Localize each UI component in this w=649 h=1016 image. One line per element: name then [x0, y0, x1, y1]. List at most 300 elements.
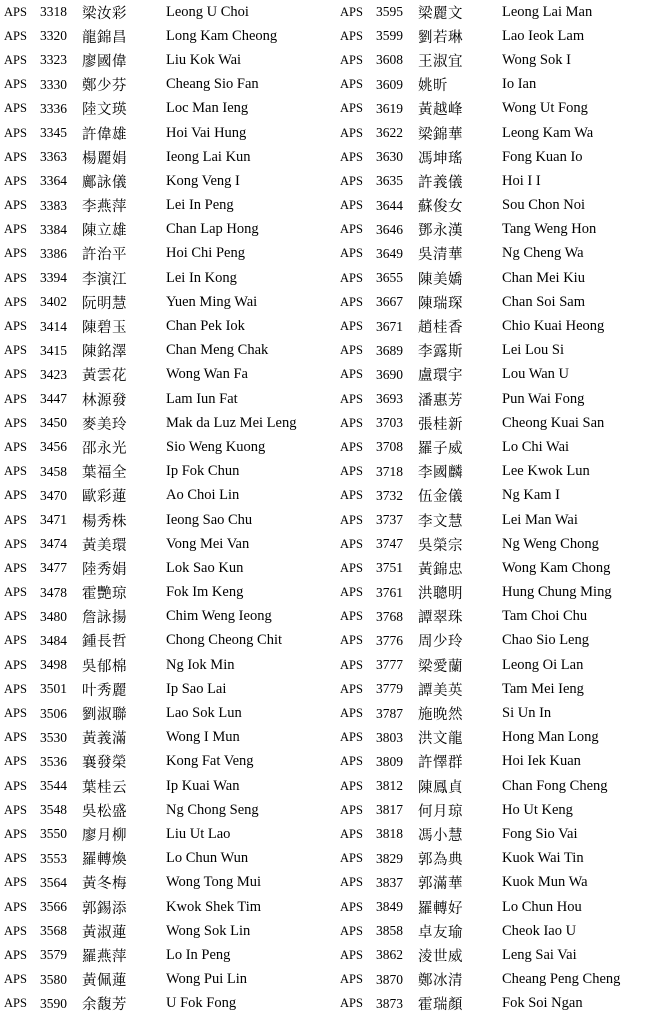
- right-number: 3644: [376, 197, 403, 213]
- right-chinese-name: 羅子威: [418, 440, 463, 457]
- right-number: 3779: [376, 681, 403, 697]
- left-prefix: APS: [4, 730, 27, 745]
- column-gap: [328, 726, 336, 750]
- left-number: 3553: [40, 850, 67, 866]
- left-number: 3386: [40, 245, 67, 261]
- table-row: [0, 605, 649, 629]
- column-gap: [328, 581, 336, 605]
- column-gap: [328, 750, 336, 774]
- left-chinese-name: 叶秀麗: [82, 682, 127, 699]
- right-number: 3635: [376, 173, 403, 189]
- left-english-name: Kong Fat Veng: [166, 753, 254, 770]
- right-prefix: APS: [340, 899, 363, 914]
- right-english-name: Pun Wai Fong: [502, 390, 585, 407]
- right-number: 3737: [376, 512, 403, 528]
- right-number: 3809: [376, 753, 403, 769]
- right-number: 3693: [376, 391, 403, 407]
- right-prefix: APS: [340, 778, 363, 793]
- left-chinese-name: 鄭少芬: [82, 78, 127, 95]
- right-chinese-name: 陳鳳貞: [418, 779, 463, 796]
- right-number: 3768: [376, 608, 403, 624]
- right-english-name: Sou Chon Noi: [502, 197, 585, 214]
- table-row: [0, 97, 649, 121]
- right-number: 3649: [376, 245, 403, 261]
- right-english-name: Ng Kam I: [502, 487, 560, 504]
- column-gap: [328, 847, 336, 871]
- column-gap: [328, 968, 336, 992]
- right-number: 3747: [376, 536, 403, 552]
- left-number: 3580: [40, 971, 67, 987]
- left-chinese-name: 黃雲花: [82, 368, 127, 385]
- left-english-name: Ng Chong Seng: [166, 801, 259, 818]
- right-english-name: Hong Man Long: [502, 729, 599, 746]
- left-number: 3363: [40, 149, 67, 165]
- right-chinese-name: 梁麗文: [418, 5, 463, 22]
- right-english-name: Kuok Mun Wa: [502, 874, 588, 891]
- left-english-name: Chan Meng Chak: [166, 342, 269, 359]
- left-number: 3480: [40, 608, 67, 624]
- right-english-name: Lao Ieok Lam: [502, 27, 585, 44]
- right-chinese-name: 卓友瑜: [418, 924, 463, 941]
- right-number: 3608: [376, 52, 403, 68]
- column-gap: [328, 218, 336, 242]
- column-gap: [328, 194, 336, 218]
- right-chinese-name: 譚美英: [418, 682, 463, 699]
- left-prefix: APS: [4, 536, 27, 551]
- left-number: 3318: [40, 4, 67, 20]
- left-chinese-name: 詹詠揚: [82, 610, 127, 627]
- right-chinese-name: 伍金儀: [418, 489, 463, 506]
- right-english-name: Leong Oi Lan: [502, 656, 584, 673]
- left-english-name: Ieong Lai Kun: [166, 148, 251, 165]
- right-english-name: Lei Lou Si: [502, 342, 565, 359]
- left-prefix: APS: [4, 391, 27, 406]
- left-prefix: APS: [4, 488, 27, 503]
- left-number: 3456: [40, 439, 67, 455]
- right-chinese-name: 何月琼: [418, 803, 463, 820]
- right-chinese-name: 王淑宜: [418, 53, 463, 70]
- table-row: [0, 24, 649, 48]
- right-chinese-name: 馮坤瑤: [418, 150, 463, 167]
- table-row: [0, 992, 649, 1016]
- column-gap: [328, 943, 336, 967]
- right-chinese-name: 陳美嬌: [418, 271, 463, 288]
- left-number: 3478: [40, 584, 67, 600]
- left-number: 3536: [40, 753, 67, 769]
- left-chinese-name: 吳郁棉: [82, 658, 127, 675]
- left-number: 3383: [40, 197, 67, 213]
- right-english-name: Leong Lai Man: [502, 3, 593, 20]
- left-english-name: Ip Sao Lai: [166, 680, 227, 697]
- left-chinese-name: 李燕萍: [82, 199, 127, 216]
- right-prefix: APS: [340, 851, 363, 866]
- left-english-name: Yuen Ming Wai: [166, 293, 258, 310]
- left-number: 3530: [40, 729, 67, 745]
- left-english-name: U Fok Fong: [166, 995, 237, 1012]
- right-english-name: Tam Mei Ieng: [502, 680, 584, 697]
- left-chinese-name: 麥美玲: [82, 416, 127, 433]
- column-gap: [328, 822, 336, 846]
- right-number: 3751: [376, 560, 403, 576]
- left-english-name: Hoi Chi Peng: [166, 245, 245, 262]
- left-number: 3544: [40, 778, 67, 794]
- left-prefix: APS: [4, 4, 27, 19]
- column-gap: [328, 460, 336, 484]
- right-chinese-name: 張桂新: [418, 416, 463, 433]
- left-english-name: Fok Im Keng: [166, 584, 244, 601]
- right-prefix: APS: [340, 343, 363, 358]
- right-number: 3849: [376, 899, 403, 915]
- left-chinese-name: 黃美環: [82, 537, 127, 554]
- table-row: [0, 943, 649, 967]
- right-english-name: Leng Sai Vai: [502, 946, 577, 963]
- table-row: [0, 363, 649, 387]
- right-number: 3646: [376, 221, 403, 237]
- left-chinese-name: 廖國偉: [82, 53, 127, 70]
- left-english-name: Long Kam Cheong: [166, 27, 278, 44]
- left-english-name: Wong I Mun: [166, 729, 240, 746]
- left-number: 3568: [40, 923, 67, 939]
- right-prefix: APS: [340, 875, 363, 890]
- right-chinese-name: 李國麟: [418, 465, 463, 482]
- table-row: [0, 194, 649, 218]
- right-english-name: Fok Soi Ngan: [502, 995, 583, 1012]
- left-prefix: APS: [4, 439, 27, 454]
- right-prefix: APS: [340, 560, 363, 575]
- left-number: 3564: [40, 874, 67, 890]
- left-number: 3423: [40, 366, 67, 382]
- left-number: 3477: [40, 560, 67, 576]
- left-prefix: APS: [4, 77, 27, 92]
- right-prefix: APS: [340, 585, 363, 600]
- left-chinese-name: 林源發: [82, 392, 127, 409]
- right-prefix: APS: [340, 367, 363, 382]
- left-number: 3590: [40, 995, 67, 1011]
- left-number: 3550: [40, 826, 67, 842]
- left-chinese-name: 羅轉煥: [82, 852, 127, 869]
- right-english-name: Ng Weng Chong: [502, 535, 599, 552]
- table-row: [0, 629, 649, 653]
- table-row: [0, 266, 649, 290]
- right-chinese-name: 潘惠芳: [418, 392, 463, 409]
- left-number: 3566: [40, 899, 67, 915]
- table-row: [0, 726, 649, 750]
- right-english-name: Lou Wan U: [502, 366, 570, 383]
- left-chinese-name: 阮明慧: [82, 295, 127, 312]
- left-prefix: APS: [4, 754, 27, 769]
- left-chinese-name: 歐彩蓮: [82, 489, 127, 506]
- left-prefix: APS: [4, 270, 27, 285]
- column-gap: [328, 266, 336, 290]
- right-number: 3708: [376, 439, 403, 455]
- left-prefix: APS: [4, 246, 27, 261]
- left-english-name: Lao Sok Lun: [166, 705, 242, 722]
- left-prefix: APS: [4, 996, 27, 1011]
- column-gap: [328, 363, 336, 387]
- right-english-name: Kuok Wai Tin: [502, 850, 584, 867]
- right-english-name: Chao Sio Leng: [502, 632, 589, 649]
- table-row: [0, 121, 649, 145]
- left-english-name: Cheang Sio Fan: [166, 76, 259, 93]
- column-gap: [328, 508, 336, 532]
- right-number: 3776: [376, 632, 403, 648]
- column-gap: [328, 605, 336, 629]
- table-row: [0, 48, 649, 72]
- left-prefix: APS: [4, 657, 27, 672]
- right-chinese-name: 施晚然: [418, 707, 463, 724]
- right-number: 3870: [376, 971, 403, 987]
- left-chinese-name: 吳松盛: [82, 803, 127, 820]
- right-chinese-name: 李露斯: [418, 344, 463, 361]
- left-chinese-name: 廖月柳: [82, 827, 127, 844]
- right-prefix: APS: [340, 319, 363, 334]
- right-prefix: APS: [340, 609, 363, 624]
- right-english-name: Hoi I I: [502, 172, 541, 189]
- right-number: 3655: [376, 270, 403, 286]
- right-chinese-name: 周少玲: [418, 634, 463, 651]
- right-number: 3761: [376, 584, 403, 600]
- column-gap: [328, 774, 336, 798]
- column-gap: [328, 73, 336, 97]
- left-english-name: Ng Iok Min: [166, 656, 235, 673]
- right-chinese-name: 郭為典: [418, 852, 463, 869]
- right-prefix: APS: [340, 101, 363, 116]
- table-row: [0, 919, 649, 943]
- left-number: 3458: [40, 463, 67, 479]
- right-prefix: APS: [340, 222, 363, 237]
- right-english-name: Wong Sok I: [502, 51, 571, 68]
- left-chinese-name: 陳碧玉: [82, 320, 127, 337]
- table-row: [0, 750, 649, 774]
- left-chinese-name: 鄺詠儀: [82, 174, 127, 191]
- left-english-name: Ao Choi Lin: [166, 487, 240, 504]
- right-chinese-name: 陳瑞琛: [418, 295, 463, 312]
- right-prefix: APS: [340, 464, 363, 479]
- table-row: [0, 314, 649, 338]
- left-chinese-name: 劉淑聯: [82, 707, 127, 724]
- left-prefix: APS: [4, 609, 27, 624]
- left-english-name: Lei In Peng: [166, 197, 234, 214]
- left-chinese-name: 黃淑蓮: [82, 924, 127, 941]
- left-number: 3548: [40, 802, 67, 818]
- left-chinese-name: 楊秀株: [82, 513, 127, 530]
- left-english-name: Chan Lap Hong: [166, 221, 259, 238]
- left-prefix: APS: [4, 706, 27, 721]
- left-chinese-name: 黃義滿: [82, 731, 127, 748]
- left-prefix: APS: [4, 125, 27, 140]
- table-row: [0, 218, 649, 242]
- right-number: 3667: [376, 294, 403, 310]
- left-number: 3330: [40, 76, 67, 92]
- column-gap: [328, 169, 336, 193]
- left-prefix: APS: [4, 778, 27, 793]
- right-chinese-name: 黃錦忠: [418, 561, 463, 578]
- right-english-name: Io Ian: [502, 76, 537, 93]
- right-chinese-name: 吳清華: [418, 247, 463, 264]
- right-number: 3862: [376, 947, 403, 963]
- left-prefix: APS: [4, 512, 27, 527]
- left-prefix: APS: [4, 149, 27, 164]
- column-gap: [328, 290, 336, 314]
- column-gap: [328, 145, 336, 169]
- right-english-name: Ng Cheng Wa: [502, 245, 584, 262]
- left-number: 3320: [40, 28, 67, 44]
- right-english-name: Lo Chun Hou: [502, 898, 582, 915]
- left-prefix: APS: [4, 415, 27, 430]
- right-chinese-name: 李文慧: [418, 513, 463, 530]
- right-english-name: Chan Fong Cheng: [502, 777, 608, 794]
- left-prefix: APS: [4, 802, 27, 817]
- table-row: [0, 387, 649, 411]
- left-number: 3345: [40, 125, 67, 141]
- right-english-name: Si Un In: [502, 705, 552, 722]
- table-row: [0, 581, 649, 605]
- right-prefix: APS: [340, 4, 363, 19]
- left-prefix: APS: [4, 101, 27, 116]
- right-number: 3690: [376, 366, 403, 382]
- left-prefix: APS: [4, 681, 27, 696]
- right-english-name: Chio Kuai Heong: [502, 318, 605, 335]
- table-row: [0, 895, 649, 919]
- left-english-name: Chim Weng Ieong: [166, 608, 272, 625]
- left-english-name: Ip Kuai Wan: [166, 777, 240, 794]
- left-number: 3498: [40, 657, 67, 673]
- right-number: 3829: [376, 850, 403, 866]
- right-chinese-name: 姚昕: [418, 78, 448, 95]
- left-english-name: Sio Weng Kuong: [166, 438, 266, 455]
- left-number: 3384: [40, 221, 67, 237]
- left-chinese-name: 襄發榮: [82, 755, 127, 772]
- left-number: 3471: [40, 512, 67, 528]
- right-prefix: APS: [340, 125, 363, 140]
- right-number: 3812: [376, 778, 403, 794]
- right-chinese-name: 鄧永漢: [418, 223, 463, 240]
- right-number: 3595: [376, 4, 403, 20]
- right-chinese-name: 蘇俊女: [418, 199, 463, 216]
- right-chinese-name: 盧環宇: [418, 368, 463, 385]
- table-row: [0, 339, 649, 363]
- column-gap: [328, 798, 336, 822]
- left-number: 3506: [40, 705, 67, 721]
- right-english-name: Ho Ut Keng: [502, 801, 573, 818]
- left-prefix: APS: [4, 560, 27, 575]
- right-number: 3671: [376, 318, 403, 334]
- left-english-name: Loc Man Ieng: [166, 100, 249, 117]
- right-english-name: Fong Kuan Io: [502, 148, 583, 165]
- left-english-name: Lei In Kong: [166, 269, 237, 286]
- table-row: [0, 653, 649, 677]
- column-gap: [328, 871, 336, 895]
- left-chinese-name: 黃冬梅: [82, 876, 127, 893]
- table-row: [0, 822, 649, 846]
- left-prefix: APS: [4, 972, 27, 987]
- right-chinese-name: 劉若琳: [418, 29, 463, 46]
- left-prefix: APS: [4, 923, 27, 938]
- right-prefix: APS: [340, 754, 363, 769]
- right-number: 3630: [376, 149, 403, 165]
- left-english-name: Lok Sao Kun: [166, 559, 244, 576]
- column-gap: [328, 0, 336, 24]
- table-row: [0, 677, 649, 701]
- left-english-name: Ip Fok Chun: [166, 463, 240, 480]
- left-prefix: APS: [4, 173, 27, 188]
- table-row: [0, 73, 649, 97]
- left-number: 3579: [40, 947, 67, 963]
- left-prefix: APS: [4, 464, 27, 479]
- left-english-name: Vong Mei Van: [166, 535, 250, 552]
- left-prefix: APS: [4, 367, 27, 382]
- left-chinese-name: 李演江: [82, 271, 127, 288]
- left-english-name: Lo Chun Wun: [166, 850, 249, 867]
- right-prefix: APS: [340, 173, 363, 188]
- right-prefix: APS: [340, 439, 363, 454]
- left-chinese-name: 陸秀娟: [82, 561, 127, 578]
- column-gap: [328, 992, 336, 1016]
- right-english-name: Wong Kam Chong: [502, 559, 611, 576]
- right-english-name: Lo Chi Wai: [502, 438, 570, 455]
- column-gap: [328, 242, 336, 266]
- table-row: [0, 847, 649, 871]
- right-prefix: APS: [340, 826, 363, 841]
- right-prefix: APS: [340, 270, 363, 285]
- left-chinese-name: 葉桂云: [82, 779, 127, 796]
- left-prefix: APS: [4, 875, 27, 890]
- left-english-name: Lam Iun Fat: [166, 390, 238, 407]
- right-prefix: APS: [340, 149, 363, 164]
- right-english-name: Cheang Peng Cheng: [502, 971, 621, 988]
- right-english-name: Cheong Kuai San: [502, 414, 605, 431]
- left-english-name: Kong Veng I: [166, 172, 240, 189]
- table-row: [0, 968, 649, 992]
- table-row: [0, 0, 649, 24]
- left-chinese-name: 龍錦昌: [82, 29, 127, 46]
- right-number: 3837: [376, 874, 403, 890]
- left-chinese-name: 許偉雄: [82, 126, 127, 143]
- left-prefix: APS: [4, 52, 27, 67]
- right-number: 3787: [376, 705, 403, 721]
- right-prefix: APS: [340, 294, 363, 309]
- table-row: [0, 145, 649, 169]
- left-prefix: APS: [4, 222, 27, 237]
- right-chinese-name: 趙桂香: [418, 320, 463, 337]
- table-row: [0, 242, 649, 266]
- right-prefix: APS: [340, 198, 363, 213]
- column-gap: [328, 629, 336, 653]
- table-row: [0, 435, 649, 459]
- left-number: 3484: [40, 632, 67, 648]
- right-prefix: APS: [340, 923, 363, 938]
- right-prefix: APS: [340, 28, 363, 43]
- left-number: 3394: [40, 270, 67, 286]
- left-chinese-name: 羅燕萍: [82, 948, 127, 965]
- right-prefix: APS: [340, 246, 363, 261]
- right-prefix: APS: [340, 706, 363, 721]
- right-english-name: Wong Ut Fong: [502, 100, 588, 117]
- right-number: 3732: [376, 487, 403, 503]
- left-prefix: APS: [4, 294, 27, 309]
- left-english-name: Kwok Shek Tim: [166, 898, 262, 915]
- right-prefix: APS: [340, 972, 363, 987]
- left-prefix: APS: [4, 198, 27, 213]
- right-english-name: Fong Sio Vai: [502, 825, 578, 842]
- right-prefix: APS: [340, 391, 363, 406]
- left-number: 3415: [40, 342, 67, 358]
- right-chinese-name: 梁錦華: [418, 126, 463, 143]
- right-english-name: Leong Kam Wa: [502, 124, 594, 141]
- right-chinese-name: 淩世威: [418, 948, 463, 965]
- left-number: 3414: [40, 318, 67, 334]
- left-number: 3447: [40, 391, 67, 407]
